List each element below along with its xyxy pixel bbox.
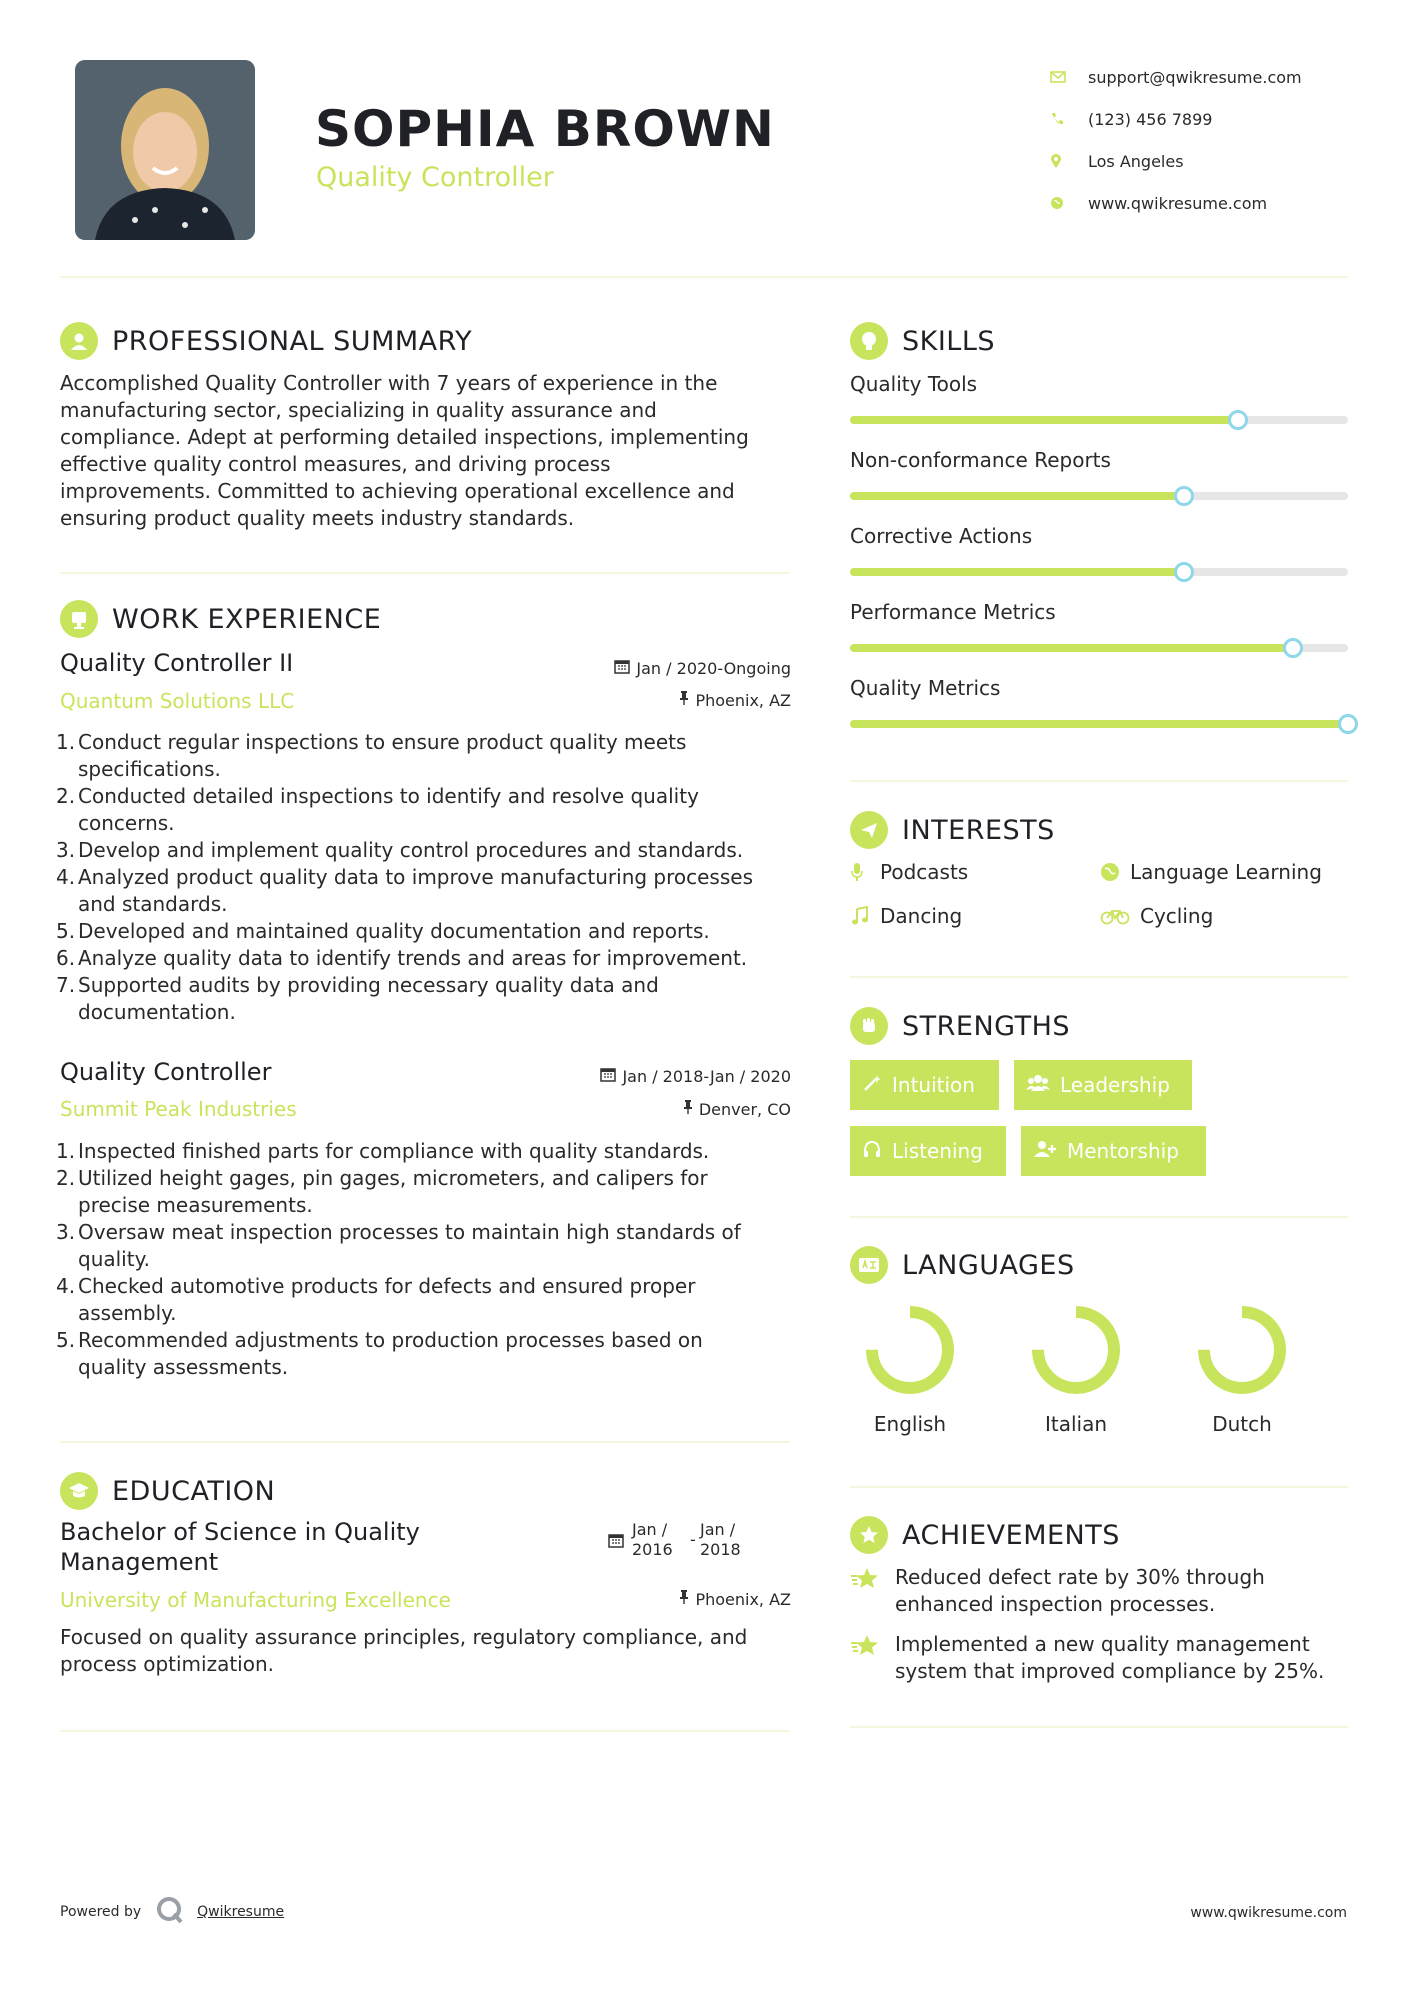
strength-badge-leadership: Leadership	[1014, 1060, 1192, 1110]
languages-divider	[850, 1486, 1348, 1488]
date-separator: -	[690, 1530, 696, 1549]
calendar-icon	[600, 1066, 616, 1086]
list-item: 3. Oversaw meat inspection processes to maintain high standards of quality.	[56, 1220, 741, 1271]
summary-heading: PROFESSIONAL SUMMARY	[112, 325, 473, 357]
job-location-text: Phoenix, AZ	[695, 690, 791, 710]
summary-divider	[60, 572, 790, 574]
degree-line: Management	[60, 1548, 219, 1576]
degree-title	[60, 1517, 420, 1577]
language-label: Dutch	[1212, 1412, 1272, 1436]
skill-bar-fill	[850, 416, 1238, 424]
profile-photo	[75, 60, 255, 240]
experience-heading: WORK EXPERIENCE	[112, 603, 382, 635]
contact-email[interactable]	[1050, 56, 1302, 98]
job-location	[683, 1099, 791, 1119]
education-start: Jan / 2016	[632, 1520, 673, 1559]
language-level-arc	[1038, 1312, 1114, 1388]
calendar-icon	[614, 658, 630, 678]
education-location-text: Phoenix, AZ	[695, 1589, 791, 1609]
language-level-arc	[872, 1312, 948, 1388]
education-end: Jan / 2018	[700, 1520, 741, 1559]
list-item: 2. Utilized height gages, pin gages, micrometers, and calipers for precise measurements.	[56, 1166, 708, 1217]
strength-badge-intuition: Intuition	[850, 1060, 999, 1110]
interest-podcasts: Podcasts	[850, 860, 968, 884]
skill-label: Corrective Actions	[850, 524, 1033, 548]
summary-line: Accomplished Quality Controller with 7 years of experience in the	[60, 371, 718, 395]
user-plus-icon	[1033, 1139, 1057, 1164]
achievements-header	[850, 1516, 1120, 1554]
skill-bar-fill	[850, 644, 1293, 652]
briefcase-icon	[60, 600, 98, 638]
language-ring	[1026, 1300, 1126, 1400]
microphone-icon	[850, 862, 880, 882]
languages-header	[850, 1246, 1075, 1284]
list-item: 1. Inspected finished parts for compliance with quality standards.	[56, 1139, 710, 1163]
achievement-item: Reduced defect rate by 30% through enhanced inspection processes.	[850, 1564, 1265, 1618]
interest-cycling: Cycling	[1100, 904, 1213, 928]
language-level-arc	[1204, 1312, 1280, 1388]
job-title: Quality Controller II	[60, 649, 294, 677]
interests-header	[850, 811, 1055, 849]
interest-language-learning: Language Learning	[1100, 860, 1322, 884]
job-dates	[614, 658, 791, 678]
language-item	[1006, 1300, 1146, 1436]
job-company: Quantum Solutions LLC	[60, 689, 295, 713]
contact-website-text: www.qwikresume.com	[1088, 193, 1268, 213]
job-title: Quality Controller	[60, 1058, 272, 1086]
skill-level-knob	[1283, 638, 1303, 658]
list-item: 6. Analyze quality data to identify trends and areas for improvement.	[56, 946, 748, 970]
skills-header	[850, 322, 995, 360]
footer-powered-by	[60, 1895, 284, 1929]
pin-icon	[679, 1589, 689, 1609]
contact-location	[1050, 140, 1302, 182]
interest-dancing: Dancing	[850, 904, 962, 928]
job-dates	[600, 1066, 791, 1086]
candidate-title: Quality Controller	[316, 162, 554, 193]
job-location	[679, 690, 791, 710]
calendar-icon	[608, 1520, 624, 1560]
skill-label: Performance Metrics	[850, 600, 1056, 624]
contact-phone-text: (123) 456 7899	[1088, 109, 1213, 129]
education-heading: EDUCATION	[112, 1475, 276, 1507]
fist-icon	[850, 1007, 888, 1045]
contact-location-text: Los Angeles	[1088, 151, 1184, 171]
education-location	[679, 1589, 791, 1609]
education-description: Focused on quality assurance principles, regulatory compliance, and process optimization.	[60, 1625, 748, 1676]
graduation-cap-icon	[60, 1472, 98, 1510]
interests-divider	[850, 976, 1348, 978]
contact-email-text: support@qwikresume.com	[1088, 67, 1302, 87]
languages-heading: LANGUAGES	[902, 1249, 1075, 1281]
star-icon	[850, 1564, 895, 1618]
school-name: University of Manufacturing Excellence	[60, 1588, 451, 1612]
job-duties	[56, 1138, 800, 1381]
summary-line: compliance. Adept at performing detailed inspections, implementing	[60, 425, 749, 449]
skill-bar-fill	[850, 568, 1184, 576]
achievements-heading: ACHIEVEMENTS	[902, 1519, 1120, 1551]
job-location-text: Denver, CO	[698, 1099, 791, 1119]
skill-bar-fill	[850, 492, 1184, 500]
job-dates-text: Jan / 2018-Jan / 2020	[622, 1066, 791, 1086]
contact-phone[interactable]	[1050, 98, 1302, 140]
skill-label: Quality Tools	[850, 372, 978, 396]
email-icon	[1050, 71, 1088, 83]
education-divider	[60, 1730, 790, 1732]
strength-badge-listening: Listening	[850, 1126, 1006, 1176]
user-icon	[60, 322, 98, 360]
strengths-header	[850, 1007, 1070, 1045]
language-item	[840, 1300, 980, 1436]
location-icon	[1050, 153, 1088, 169]
skill-bar	[850, 644, 1348, 652]
users-icon	[1026, 1073, 1050, 1098]
education-header	[60, 1472, 275, 1510]
list-item: 5. Recommended adjustments to production processes based on quality assessments.	[56, 1328, 703, 1379]
strength-badge-mentorship: Mentorship	[1021, 1126, 1206, 1176]
skill-bar	[850, 568, 1348, 576]
music-note-icon	[850, 906, 880, 926]
pin-icon	[679, 690, 689, 710]
list-item: 2. Conducted detailed inspections to identify and resolve quality concerns.	[56, 784, 699, 835]
strengths-heading: STRENGTHS	[902, 1010, 1071, 1042]
bicycle-icon	[1100, 907, 1140, 925]
skill-level-knob	[1228, 410, 1248, 430]
qwikresume-logo-icon	[155, 1895, 185, 1929]
list-item: 7. Supported audits by providing necessary quality data and documentation.	[56, 973, 659, 1024]
list-item: 1. Conduct regular inspections to ensure product quality meets specifications.	[56, 730, 687, 781]
list-item: 3. Develop and implement quality control procedures and standards.	[56, 838, 744, 862]
star-badge-icon	[850, 1516, 888, 1554]
language-ring	[1192, 1300, 1292, 1400]
skill-label: Quality Metrics	[850, 676, 1001, 700]
experience-divider	[60, 1441, 790, 1443]
skill-level-knob	[1174, 486, 1194, 506]
language-ring	[860, 1300, 960, 1400]
language-item	[1172, 1300, 1312, 1436]
pin-icon	[683, 1099, 693, 1119]
achievements-divider	[850, 1726, 1348, 1728]
globe-icon	[1050, 196, 1088, 210]
job-company: Summit Peak Industries	[60, 1097, 297, 1121]
magic-wand-icon	[862, 1073, 882, 1098]
skill-label: Non-conformance Reports	[850, 448, 1111, 472]
skills-divider	[850, 780, 1348, 782]
skill-level-knob	[1338, 714, 1358, 734]
candidate-name: SOPHIA BROWN	[315, 100, 775, 158]
summary-text	[60, 370, 749, 532]
skill-bar	[850, 416, 1348, 424]
language-label: Italian	[1044, 1412, 1108, 1436]
list-item: 5. Developed and maintained quality documentation and reports.	[56, 919, 710, 943]
degree-line: Bachelor of Science in Quality	[60, 1518, 420, 1546]
powered-by-text: Powered by	[60, 1904, 142, 1920]
summary-line: manufacturing sector, specializing in quality assurance and	[60, 398, 657, 422]
summary-line: effective quality control measures, and driving process	[60, 452, 611, 476]
lightbulb-icon	[850, 322, 888, 360]
globe-icon	[1100, 862, 1130, 882]
achievement-item: Implemented a new quality management system that improved compliance by 25%.	[850, 1631, 1324, 1685]
skill-level-knob	[1174, 562, 1194, 582]
skill-bar-fill	[850, 720, 1348, 728]
language-icon	[850, 1246, 888, 1284]
contact-list	[1050, 56, 1302, 224]
list-item: 4. Checked automotive products for defects and ensured proper assembly.	[56, 1274, 696, 1325]
contact-website[interactable]	[1050, 182, 1302, 224]
header-divider	[60, 276, 1348, 278]
experience-header	[60, 600, 381, 638]
summary-line: ensuring product quality meets industry standards.	[60, 506, 575, 530]
skills-heading: SKILLS	[902, 325, 996, 357]
phone-icon	[1050, 112, 1088, 126]
summary-header	[60, 322, 472, 360]
job-duties	[56, 729, 800, 1026]
skill-bar	[850, 492, 1348, 500]
headphones-icon	[862, 1139, 882, 1164]
summary-line: improvements. Committed to achieving operational excellence and	[60, 479, 735, 503]
paper-plane-icon	[850, 811, 888, 849]
list-item: 4. Analyzed product quality data to improve manufacturing processes and standards.	[56, 865, 753, 916]
interests-heading: INTERESTS	[902, 814, 1055, 846]
skill-bar	[850, 720, 1348, 728]
strengths-divider	[850, 1216, 1348, 1218]
footer-website-link[interactable]: www.qwikresume.com	[1190, 1905, 1347, 1921]
language-label: English	[873, 1412, 947, 1436]
education-dates	[608, 1520, 750, 1560]
job-dates-text: Jan / 2020-Ongoing	[636, 658, 791, 678]
star-icon	[850, 1631, 895, 1685]
qwikresume-link[interactable]: Qwikresume	[197, 1904, 285, 1920]
